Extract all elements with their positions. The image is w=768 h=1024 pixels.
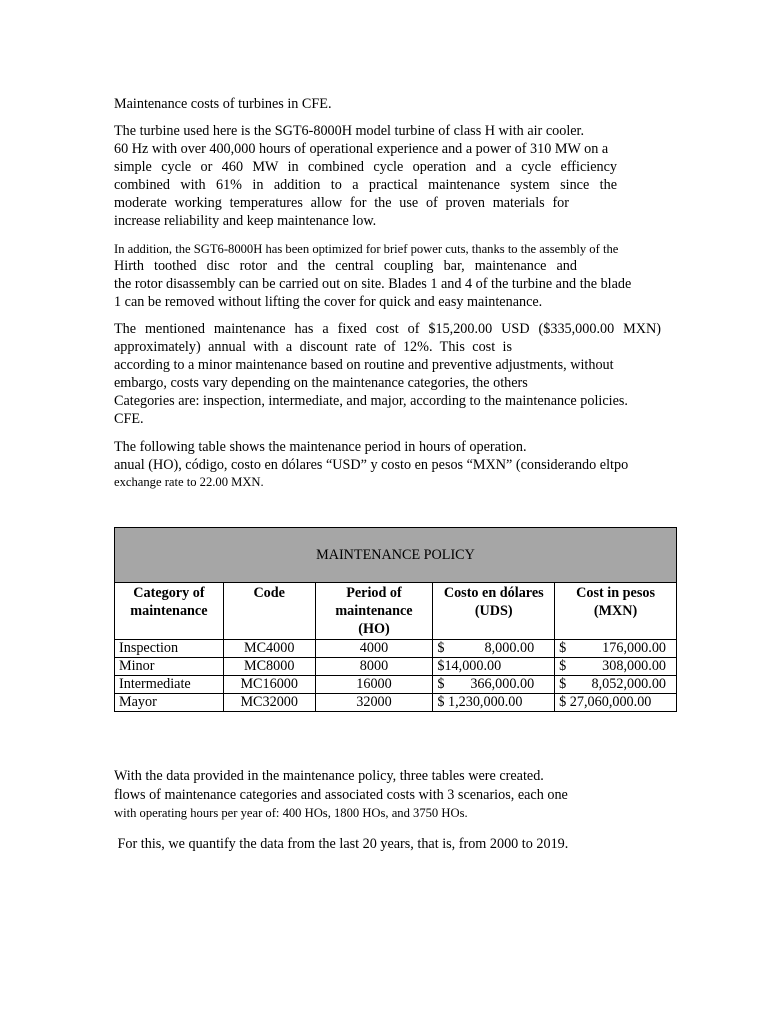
paragraph-5-line-1: With the data provided in the maintenance policy, three tables were created.	[114, 768, 544, 784]
table-header-row	[115, 583, 677, 640]
usd-amount: 366,000.00	[470, 676, 535, 692]
cell-period: 32000	[315, 694, 433, 712]
cell-usd	[433, 658, 555, 676]
paragraph-2-line-1: In addition, the SGT6-8000H has been optimized for brief power cuts, thanks to the assembly of the	[114, 242, 619, 256]
mxn-symbol: $	[559, 640, 567, 656]
table-row	[115, 676, 677, 694]
cell-usd	[433, 676, 555, 694]
header-period-line-3: (HO)	[358, 621, 390, 637]
cell-code: MC8000	[223, 658, 315, 676]
header-mxn-line-1: Cost in pesos	[576, 585, 655, 601]
paragraph-1-line-2: 60 Hz with over 400,000 hours of operational experience and a power of 310 MW on a	[114, 141, 609, 157]
paragraph-1-line-1: The turbine used here is the SGT6-8000H model turbine of class H with air cooler.	[114, 123, 585, 139]
table-row	[115, 694, 677, 712]
cell-usd	[433, 640, 555, 658]
header-mxn	[555, 583, 677, 640]
mxn-amount: $ 27,060,000.00	[559, 694, 652, 710]
cell-period: 16000	[315, 676, 433, 694]
header-mxn-line-2: (MXN)	[593, 603, 638, 619]
mxn-symbol: $	[559, 676, 567, 692]
paragraph-3-line-3: according to a minor maintenance based on routine and preventive adjustments, without	[114, 357, 614, 373]
paragraph-3-line-6: CFE.	[114, 411, 144, 427]
paragraph-1-line-3: simple cycle or 460 MW in combined cycle operation and a cycle efficiency	[114, 159, 617, 175]
header-category-line-2: maintenance	[130, 603, 208, 619]
mxn-symbol: $	[559, 658, 567, 674]
document-heading: Maintenance costs of turbines in CFE.	[114, 96, 332, 112]
paragraph-5-line-3: with operating hours per year of: 400 HOs, 1800 HOs, and 3750 HOs.	[114, 806, 468, 820]
header-code	[223, 583, 315, 640]
usd-amount: $14,000.00	[437, 658, 502, 674]
paragraph-2-line-4: 1 can be removed without lifting the cover for quick and easy maintenance.	[114, 294, 543, 310]
cell-period: 8000	[315, 658, 433, 676]
cell-code: MC4000	[223, 640, 315, 658]
mxn-amount: 176,000.00	[602, 640, 666, 656]
paragraph-3-line-2: approximately) annual with a discount rate of 12%. This cost is	[114, 339, 512, 355]
header-usd-line-2: (UDS)	[474, 603, 513, 619]
usd-symbol: $	[437, 676, 445, 692]
cell-category: Minor	[115, 658, 224, 676]
usd-amount: 8,000.00	[484, 640, 535, 656]
paragraph-4-line-1: The following table shows the maintenance period in hours of operation.	[114, 439, 527, 455]
header-code-text: Code	[253, 585, 285, 601]
header-category	[115, 583, 224, 640]
usd-amount: $ 1,230,000.00	[437, 694, 523, 710]
paragraph-2-line-2: Hirth toothed disc rotor and the central coupling bar, maintenance and	[114, 258, 577, 274]
maintenance-policy-table	[114, 527, 677, 712]
paragraph-3-line-5: Categories are: inspection, intermediate, and major, according to the maintenance policies.	[114, 393, 628, 409]
cell-category: Intermediate	[115, 676, 224, 694]
cell-category: Inspection	[115, 640, 224, 658]
header-category-line-1: Category of	[133, 585, 205, 601]
paragraph-6: For this, we quantify the data from the last 20 years, that is, from 2000 to 2019.	[114, 836, 569, 852]
header-period-line-2: maintenance	[335, 603, 413, 619]
header-period	[315, 583, 433, 640]
paragraph-3-line-4: embargo, costs vary depending on the maintenance categories, the others	[114, 375, 528, 391]
cell-period: 4000	[315, 640, 433, 658]
paragraph-4-line-3: exchange rate to 22.00 MXN.	[114, 475, 264, 489]
header-usd-line-1: Costo en dólares	[443, 585, 544, 601]
header-usd	[433, 583, 555, 640]
header-period-line-1: Period of	[346, 585, 402, 601]
cell-mxn	[555, 676, 677, 694]
paragraph-5-line-2: flows of maintenance categories and associated costs with 3 scenarios, each one	[114, 787, 568, 803]
cell-code: MC32000	[223, 694, 315, 712]
mxn-amount: 8,052,000.00	[591, 676, 666, 692]
cell-category: Mayor	[115, 694, 224, 712]
paragraph-1-line-5: moderate working temperatures allow for the use of proven materials for	[114, 195, 569, 211]
usd-symbol: $	[437, 640, 445, 656]
table-row	[115, 658, 677, 676]
cell-mxn	[555, 694, 677, 712]
cell-code: MC16000	[223, 676, 315, 694]
mxn-amount: 308,000.00	[602, 658, 666, 674]
paragraph-1-line-6: increase reliability and keep maintenance low.	[114, 213, 377, 229]
table-row	[115, 640, 677, 658]
cell-usd	[433, 694, 555, 712]
cell-mxn	[555, 658, 677, 676]
paragraph-4-line-2: anual (HO), código, costo en dólares “USD” y costo en pesos “MXN” (considerando eltpo	[114, 457, 629, 473]
cell-mxn	[555, 640, 677, 658]
table-title: MAINTENANCE POLICY	[115, 528, 677, 583]
paragraph-3-line-1: The mentioned maintenance has a fixed cost of $15,200.00 USD ($335,000.00 MXN)	[114, 321, 661, 337]
paragraph-1-line-4: combined with 61% in addition to a practical maintenance system since the	[114, 177, 617, 193]
paragraph-2-line-3: the rotor disassembly can be carried out on site. Blades 1 and 4 of the turbine and the blade	[114, 276, 632, 292]
